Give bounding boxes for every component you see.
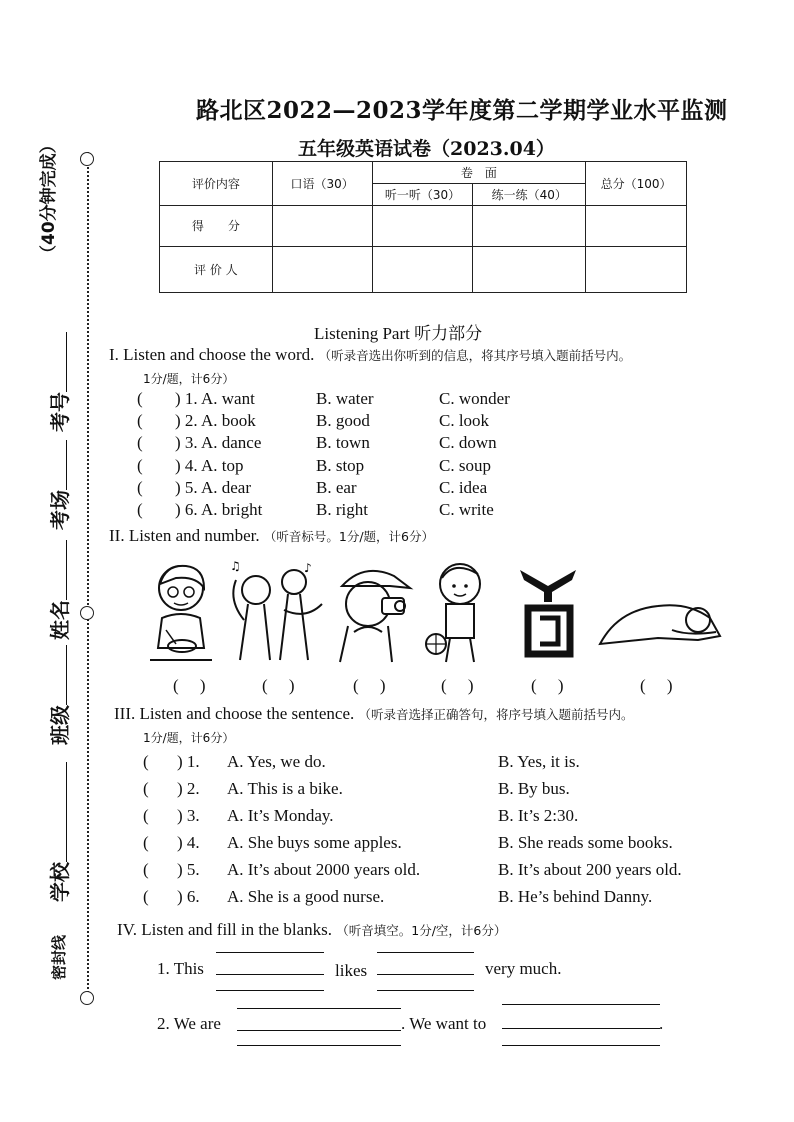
picture-person-sleeping: [598, 590, 724, 650]
answer-bracket[interactable]: (: [143, 860, 149, 879]
grader-cell[interactable]: [586, 246, 687, 292]
fill-blank[interactable]: [216, 974, 324, 975]
seal-line-label: 密封线: [50, 934, 68, 980]
picture-number-bracket[interactable]: ( ): [353, 676, 386, 695]
question-option-b: B. stop: [316, 456, 365, 475]
question-number: ) 2.: [177, 779, 200, 798]
picture-boy-with-ball: [424, 558, 496, 668]
picture-girl-eating: [146, 558, 216, 666]
question-option-c: C. wonder: [439, 389, 510, 408]
picture-number-bracket[interactable]: ( ): [640, 676, 673, 695]
question-option-a: ) 5. A. dear: [175, 478, 252, 497]
question-option-a: ) 6. A. bright: [175, 500, 263, 519]
score-cell[interactable]: [586, 206, 687, 246]
question-option-c: C. soup: [439, 456, 491, 475]
section-4-title: IV. Listen and fill in the blanks.: [117, 920, 332, 939]
section-1-heading: [109, 345, 631, 365]
fill-blank-line: [237, 1008, 401, 1009]
answer-bracket[interactable]: (: [137, 456, 143, 475]
section-3-title: III. Listen and choose the sentence.: [114, 704, 355, 723]
sentence-option-a: A. Yes, we do.: [227, 752, 326, 771]
sentence-option-a: A. She is a good nurse.: [227, 887, 385, 906]
class-field[interactable]: [44, 645, 73, 745]
picture-number-bracket[interactable]: ( ): [531, 676, 564, 695]
answer-bracket[interactable]: (: [137, 389, 143, 408]
question-option-c: C. look: [439, 411, 490, 430]
question-option-b: B. good: [316, 411, 370, 430]
answer-bracket[interactable]: (: [143, 806, 149, 825]
fill-blank-line: [377, 990, 474, 991]
name-label: 姓名: [48, 600, 72, 640]
section-4-q1-mid: likes: [335, 961, 368, 980]
exam-room-field[interactable]: [44, 440, 73, 530]
exam-subtitle: 五年级英语试卷（2023.04）: [298, 138, 555, 160]
score-table-header-total: 总分（100）: [586, 162, 687, 206]
section-3-points: 1分/题，计6分）: [143, 731, 235, 745]
picture-number-bracket[interactable]: ( ): [441, 676, 474, 695]
answer-bracket[interactable]: (: [143, 779, 149, 798]
section-2-title: II. Listen and number.: [109, 526, 260, 545]
question-option-b: B. water: [316, 389, 374, 408]
section-1-instructions: （听录音选出你听到的信息，将其序号填入题前括号内。: [318, 348, 632, 363]
question-option-c: C. idea: [439, 478, 488, 497]
section-4-instructions: （听音填空。1分/空，计6分）: [336, 923, 507, 938]
score-table-header-item: 评价内容: [160, 162, 273, 206]
section-2-instructions: （听音标号。1分/题，计6分）: [263, 529, 434, 544]
grader-cell[interactable]: [372, 246, 473, 292]
section-3-heading: [114, 704, 634, 724]
fill-blank[interactable]: [237, 1030, 401, 1031]
question-number: ) 5.: [177, 860, 200, 879]
fill-blank[interactable]: [502, 1028, 660, 1029]
score-table: [159, 161, 687, 293]
question-number: ) 6.: [177, 887, 200, 906]
sentence-option-b: B. It’s 2:30.: [498, 806, 579, 825]
section-2-heading: [109, 526, 434, 546]
fill-blank-line: [502, 1004, 660, 1005]
question-option-a: ) 3. A. dance: [175, 433, 262, 452]
question-number: ) 1.: [177, 752, 200, 771]
exam-title: 路北区2022—2023学年度第二学期学业水平监测: [196, 97, 728, 124]
answer-bracket[interactable]: (: [137, 411, 143, 430]
picture-people-dancing: [226, 560, 324, 668]
section-4-q1-start: 1. This: [157, 959, 204, 978]
picture-number-bracket[interactable]: ( ): [173, 676, 206, 695]
sentence-option-b: B. It’s about 200 years old.: [498, 860, 682, 879]
sentence-option-b: B. He’s behind Danny.: [498, 887, 653, 906]
grader-cell[interactable]: [272, 246, 372, 292]
score-table-header-practice: 练一练（40）: [473, 184, 586, 206]
section-1-title: I. Listen and choose the word.: [109, 345, 315, 364]
section-4-heading: [117, 920, 506, 940]
answer-bracket[interactable]: (: [137, 478, 143, 497]
sentence-option-a: A. She buys some apples.: [227, 833, 402, 852]
picture-number-bracket[interactable]: ( ): [262, 676, 295, 695]
score-table-header-paper: 卷 面: [372, 162, 586, 184]
fill-blank-line: [237, 1045, 401, 1046]
score-cell[interactable]: [372, 206, 473, 246]
svg-text:♪: ♪: [304, 561, 312, 575]
answer-bracket[interactable]: (: [143, 833, 149, 852]
binding-dotted-line: [87, 152, 89, 997]
question-option-c: C. write: [439, 500, 494, 519]
answer-bracket[interactable]: (: [137, 433, 143, 452]
section-1-points: 1分/题，计6分）: [143, 372, 235, 386]
sentence-option-a: A. It’s about 2000 years old.: [227, 860, 421, 879]
fill-blank-line: [216, 952, 324, 953]
fill-blank-line: [216, 990, 324, 991]
grader-cell[interactable]: [473, 246, 586, 292]
question-option-b: B. right: [316, 500, 368, 519]
school-field[interactable]: [44, 762, 73, 902]
question-option-b: B. town: [316, 433, 370, 452]
binding-hole: [80, 606, 94, 620]
listening-part-title: Listening Part 听力部分: [314, 324, 483, 343]
picture-boy-taking-photo: [334, 562, 414, 666]
question-option-a: ) 1. A. want: [175, 389, 255, 408]
section-4-q1-end: very much.: [485, 959, 562, 978]
section-4-q2-mid: . We want to: [401, 1014, 487, 1033]
question-option-b: B. ear: [316, 478, 357, 497]
svg-text:♫: ♫: [230, 560, 241, 573]
question-option-a: ) 2. A. book: [175, 411, 256, 430]
answer-bracket[interactable]: (: [143, 752, 149, 771]
question-option-a: ) 4. A. top: [175, 456, 244, 475]
fill-blank-line: [502, 1045, 660, 1046]
section-4-q2-start: 2. We are: [157, 1014, 221, 1033]
name-field[interactable]: [44, 540, 73, 640]
score-row-label: 得 分: [160, 206, 273, 246]
section-3-instructions: （听录音选择正确答句，将序号填入题前括号内。: [358, 707, 634, 722]
class-label: 班级: [48, 705, 72, 745]
grader-row-label: 评 价 人: [160, 246, 273, 292]
exam-number-label: 考号: [48, 392, 72, 432]
time-note: （40分钟完成）: [39, 136, 59, 262]
score-table-header-listen: 听一听（30）: [372, 184, 473, 206]
section-4-q2-end: .: [659, 1014, 664, 1033]
fill-blank-line: [377, 952, 474, 953]
sentence-option-a: A. It’s Monday.: [227, 806, 334, 825]
exam-number-field[interactable]: [44, 332, 73, 432]
sentence-option-b: B. Yes, it is.: [498, 752, 580, 771]
fill-blank[interactable]: [377, 974, 474, 975]
question-option-c: C. down: [439, 433, 497, 452]
score-table-header-oral: 口语（30）: [272, 162, 372, 206]
score-cell[interactable]: [473, 206, 586, 246]
picture-chopsticks-bowl-logo: [514, 562, 584, 662]
sentence-option-a: A. This is a bike.: [227, 779, 343, 798]
score-cell[interactable]: [272, 206, 372, 246]
school-label: 学校: [48, 862, 72, 902]
question-number: ) 4.: [177, 833, 200, 852]
binding-hole: [80, 991, 94, 1005]
answer-bracket[interactable]: (: [143, 887, 149, 906]
sentence-option-b: B. By bus.: [498, 779, 570, 798]
sentence-option-b: B. She reads some books.: [498, 833, 673, 852]
exam-room-label: 考场: [48, 490, 72, 530]
question-number: ) 3.: [177, 806, 200, 825]
binding-hole: [80, 152, 94, 166]
answer-bracket[interactable]: (: [137, 500, 143, 519]
